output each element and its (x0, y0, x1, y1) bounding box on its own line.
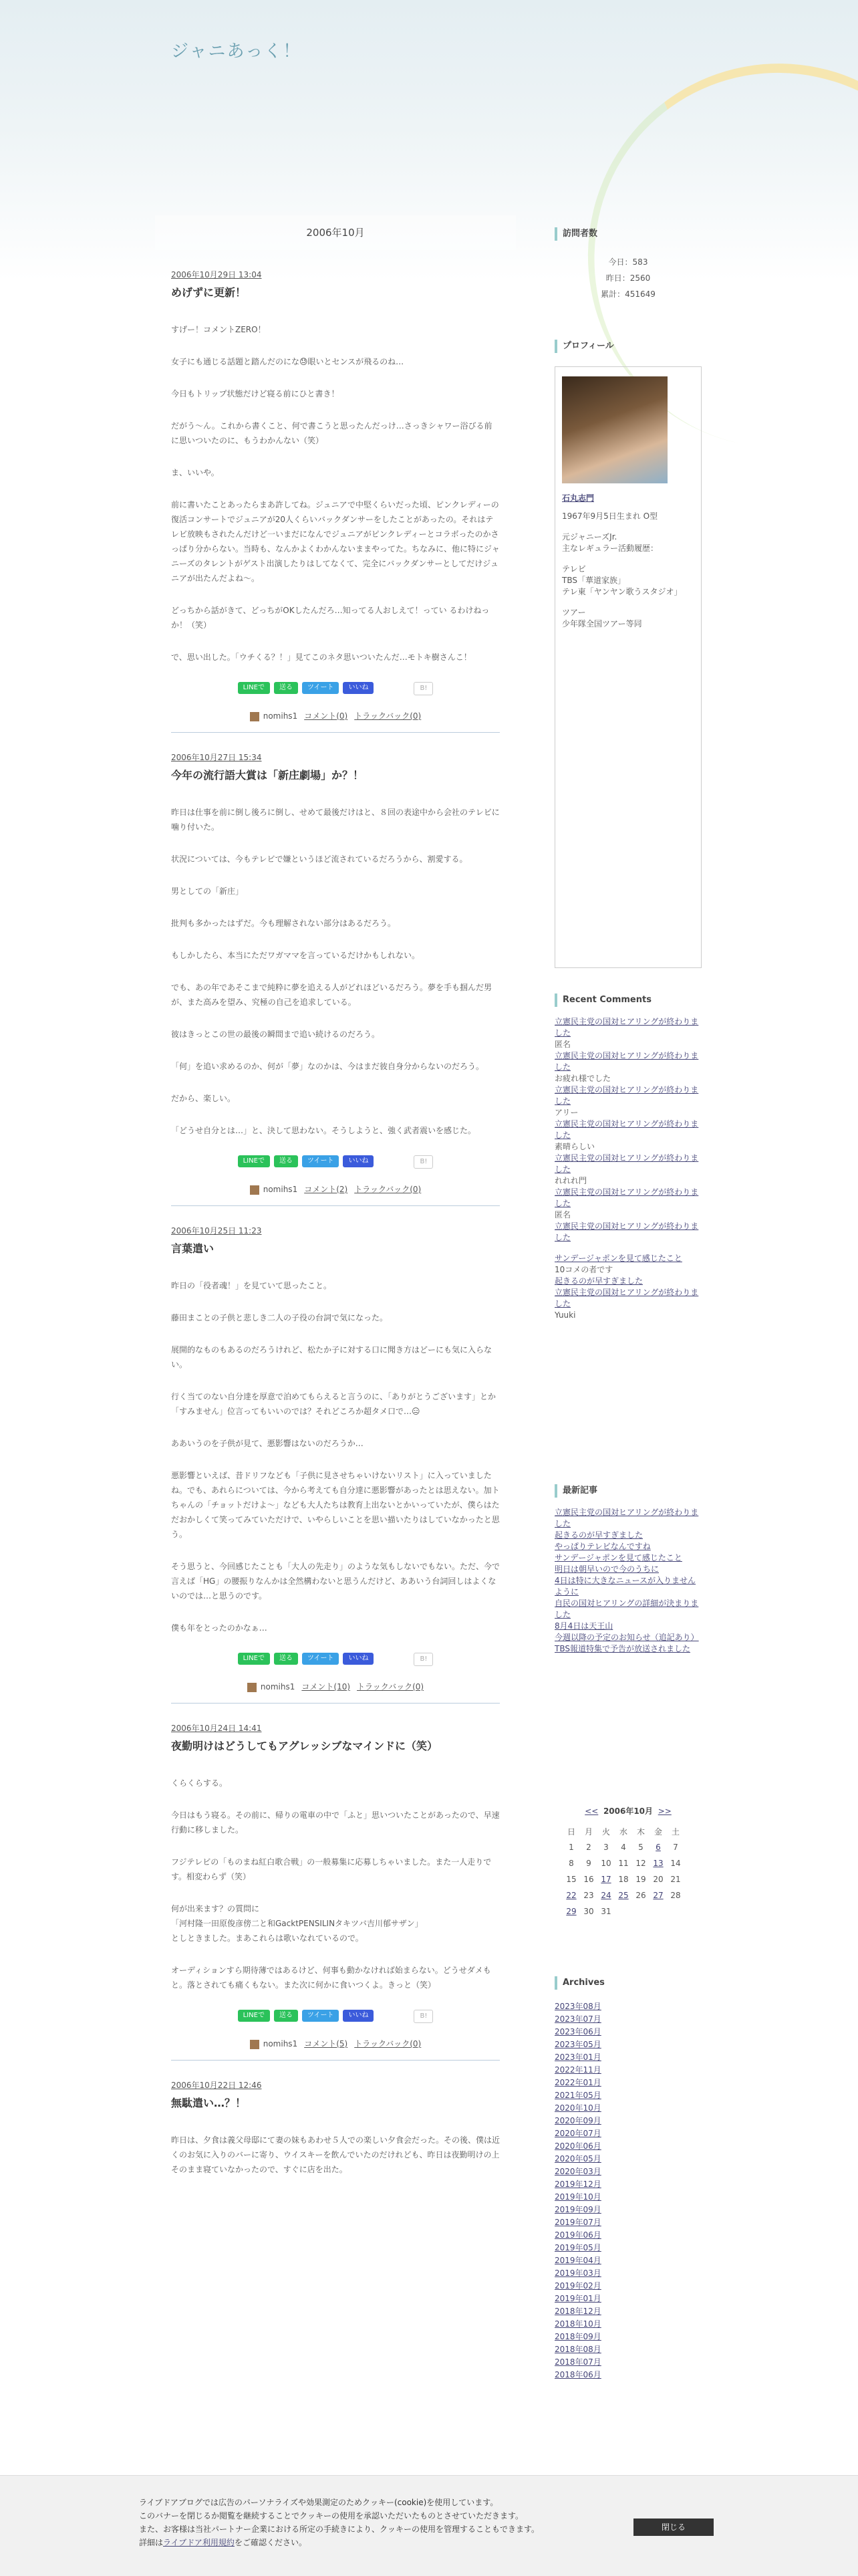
cookie-line-1: ライブドアブログでは広告のパーソナライズや効果測定のためクッキー(cookie)を使用しています。 (139, 2498, 498, 2507)
trackback-link[interactable]: トラックバック(0) (354, 1185, 422, 1194)
calendar-header (555, 1805, 702, 1817)
calendar-next[interactable]: >> (658, 1806, 672, 1816)
recent-comment-link[interactable]: 立憲民主党の国対ヒアリングが終わりました (555, 1017, 699, 1038)
calendar-day: 12 (635, 1859, 646, 1868)
author-avatar-icon (250, 2040, 259, 2049)
archive-link[interactable]: 2021年05月 (555, 2091, 601, 2100)
entry-paragraph: 悪影響といえば、昔ドリフなども「子供に見させちゃいけないリスト」に入っていましたね。でも、あれらについては、今から考えても自分達に悪影響があったとは思えない。加トちゃんの「チョットだけよ〜」なども大人たちは教育上出ないとかいっていたが、僕らはただおかしくて笑ってみていただけで、いやらしいことを思い描いたりはしていなかったと思う。 (171, 1471, 500, 1539)
entry-paragraph: だから、楽しい。 (171, 1094, 236, 1103)
line-share-button[interactable]: LINEで (238, 682, 270, 694)
cookie-line-3: また、お客様は当社パートナー企業における所定の手続きにより、クッキーの使用を管理することもできます。 (139, 2525, 540, 2534)
entry-paragraph: で、思い出した。「ウチくる？！」見てこのネタ思いついたんだ…モトキ樹さんこ！ (171, 653, 472, 662)
visitors-title: 訪問者数 (555, 227, 702, 241)
latest-article-link[interactable]: 明日は朝早いので今のうちに (555, 1564, 660, 1574)
counter-total: 累計：451649 (601, 289, 656, 299)
entry-separator (171, 1205, 500, 1206)
entry-paragraph: 昨日の「役者魂！」を見ていて思ったこと。 (171, 1281, 332, 1290)
comments-link[interactable]: コメント(2) (304, 1185, 348, 1194)
archive-link[interactable]: 2019年12月 (555, 2180, 601, 2189)
calendar-weekday: 金 (654, 1827, 662, 1837)
archive-link[interactable]: 2020年03月 (555, 2167, 601, 2176)
entry-separator (171, 732, 500, 733)
archive-link[interactable]: 2018年07月 (555, 2357, 601, 2367)
calendar-day[interactable]: 24 (601, 1891, 611, 1900)
recent-comment-link[interactable]: 起きるのが早すぎました (555, 1276, 644, 1286)
line-share-button[interactable]: LINEで (238, 1155, 270, 1167)
entry-paragraph: だがう〜ん。これから書くこと、何で書こうと思ったんだっけ…さっきシャワー浴びる前に思いついたのに、もうわかんない（笑） (171, 421, 492, 445)
recent-comment-author: 素晴らしい (555, 1142, 595, 1151)
profile-career: 元ジャニーズJr. (562, 532, 617, 542)
recent-comment-author: お疲れ様でした (555, 1074, 611, 1083)
entry-paragraph: 行く当てのない自分達を厚意で泊めてもらえると言うのに、「ありがとうございます」とか「すみません」位言ってもいいのでは？それどころか超タメ口で…😑 (171, 1392, 496, 1416)
hatena-bookmark-button[interactable]: B! (414, 2010, 433, 2023)
archive-link[interactable]: 2023年08月 (555, 2002, 601, 2011)
calendar-day[interactable]: 13 (653, 1859, 664, 1868)
entry-author: nomihs1 (260, 1682, 295, 1691)
recent-comment-link[interactable]: 立憲民主党の国対ヒアリングが終わりました (555, 1153, 699, 1174)
recent-comment-author: アリー (555, 1108, 579, 1117)
calendar-day: 28 (670, 1891, 681, 1900)
archive-link[interactable]: 2019年05月 (555, 2243, 601, 2252)
tweet-button[interactable]: ツイート (302, 1653, 339, 1665)
calendar-weekday: 火 (601, 1827, 610, 1837)
archive-link[interactable]: 2019年07月 (555, 2218, 601, 2227)
line-send-button[interactable]: 送る (274, 1653, 298, 1665)
recent-comment-author: 10コメの者です (555, 1265, 613, 1274)
author-avatar-icon (250, 712, 259, 721)
archive-link[interactable]: 2020年05月 (555, 2154, 601, 2163)
archive-link[interactable]: 2022年01月 (555, 2078, 601, 2087)
calendar-day[interactable]: 17 (601, 1875, 611, 1884)
recent-comment-link[interactable]: 立憲民主党の国対ヒアリングが終わりました (555, 1288, 699, 1308)
calendar-day: 4 (621, 1843, 626, 1852)
hatena-bookmark-button[interactable]: B! (414, 1155, 433, 1169)
calendar-day (667, 1903, 684, 1919)
counter-yesterday: 昨日：2560 (605, 273, 651, 283)
archive-link[interactable]: 2018年09月 (555, 2332, 601, 2341)
latest-article-link[interactable]: やっぱりテレビなんですね (555, 1542, 651, 1551)
archive-link[interactable]: 2023年07月 (555, 2014, 601, 2024)
entry-author: nomihs1 (263, 1185, 298, 1194)
author-avatar-icon (250, 1185, 259, 1195)
calendar-weekday: 日 (567, 1827, 575, 1837)
calendar-table (563, 1823, 684, 1919)
entry-paragraph: 状況については、今もテレビで嫌というほど流されているだろうから、割愛する。 (171, 854, 468, 864)
visitors-widget (555, 227, 702, 302)
calendar-day: 23 (583, 1891, 594, 1900)
recent-comment-author: 匿名 (555, 1040, 571, 1049)
archive-link[interactable]: 2019年03月 (555, 2268, 601, 2278)
blog-entry (155, 269, 516, 721)
share-buttons (171, 1653, 500, 1666)
cookie-line-4-end: をご確認ください。 (234, 2538, 307, 2547)
profile-tv-2: テレ東「ヤンヤン歌うスタジオ」 (562, 587, 682, 596)
entry-title[interactable]: 無駄遣い…？！ (171, 2097, 247, 2109)
comments-link[interactable]: コメント(0) (304, 711, 348, 721)
recent-comment-link[interactable]: 立憲民主党の国対ヒアリングが終わりました (555, 1221, 699, 1242)
entry-date[interactable]: 2006年10月24日 14:41 (171, 1724, 262, 1733)
archive-link[interactable]: 2020年09月 (555, 2116, 601, 2125)
calendar-day: 20 (653, 1875, 664, 1884)
archive-link[interactable]: 2020年07月 (555, 2129, 601, 2138)
facebook-like-button[interactable]: いいね (343, 682, 374, 694)
entry-paragraph: 今日もトリップ状態だけど寝る前にひと書き！ (171, 389, 339, 398)
tweet-button[interactable]: ツイート (302, 1155, 339, 1167)
entry-paragraph: そう思うと、今回感じたことも「大人の先走り」のような気もしないでもない。ただ、今で言えば「HG」の腰振りなんかは全然構わないと思うんだけど、ああいう台詞回しはよくないのでは…と思うのです。 (171, 1562, 500, 1601)
blog-entry (155, 1722, 516, 2049)
facebook-like-button[interactable]: いいね (343, 2010, 374, 2022)
latest-articles-list (555, 1507, 702, 1655)
entry-date[interactable]: 2006年10月27日 15:34 (171, 753, 262, 762)
entry-body (171, 2133, 500, 2177)
archive-link[interactable]: 2023年05月 (555, 2040, 601, 2049)
calendar-weekday: 水 (619, 1827, 627, 1837)
tweet-button[interactable]: ツイート (302, 2010, 339, 2022)
archive-link[interactable]: 2020年10月 (555, 2103, 601, 2113)
entry-list (155, 269, 516, 2177)
calendar-widget (555, 1798, 702, 1919)
archive-link[interactable]: 2018年12月 (555, 2307, 601, 2316)
archives-list (555, 2000, 702, 2381)
entry-paragraph: 「何」を追い求めるのか、何が「夢」なのかは、今はまだ彼自身分からないのだろう。 (171, 1062, 484, 1071)
blog-entry (155, 2079, 516, 2177)
month-header: 2006年10月 (155, 215, 516, 250)
terms-link[interactable]: ライブドア利用規約 (163, 2538, 235, 2547)
entry-paragraph: ああいうのを子供が見て、悪影響はないのだろうか… (171, 1439, 364, 1448)
trackback-link[interactable]: トラックバック(0) (357, 1682, 424, 1691)
recent-comment-link[interactable]: 立憲民主党の国対ヒアリングが終わりました (555, 1119, 699, 1140)
entry-title[interactable]: めげずに更新！ (171, 286, 247, 299)
line-send-button[interactable]: 送る (274, 682, 298, 694)
calendar-prev[interactable]: << (585, 1806, 599, 1816)
entry-paragraph: 藤田まことの子供と悲しき二人の子役の台詞で気になった。 (171, 1313, 388, 1322)
recent-comments-title: Recent Comments (555, 993, 702, 1007)
main-column (155, 215, 516, 2194)
tweet-button[interactable]: ツイート (302, 682, 339, 694)
profile-birth: 1967年9月5日生まれ O型 (562, 511, 658, 521)
hatena-bookmark-button[interactable]: B! (414, 1653, 433, 1666)
calendar-day: 8 (569, 1859, 574, 1868)
blog-entry (155, 751, 516, 1195)
latest-articles-widget (555, 1484, 702, 1655)
calendar-day (632, 1903, 650, 1919)
archive-link[interactable]: 2022年11月 (555, 2065, 601, 2075)
profile-tv-1: TBS「華道家族」 (562, 576, 625, 585)
recent-comments-widget (555, 993, 702, 1321)
profile-tour-label: ツアー (562, 608, 586, 617)
calendar-day: 19 (635, 1875, 646, 1884)
profile-title: プロフィール (555, 340, 702, 353)
calendar-day: 31 (601, 1907, 611, 1916)
line-send-button[interactable]: 送る (274, 1155, 298, 1167)
entry-meta (171, 2038, 500, 2049)
trackback-link[interactable]: トラックバック(0) (354, 2039, 422, 2048)
entry-paragraph: 「どうせ自分とは…」と、決して思わない。そうしようと、強く武者震いを感じた。 (171, 1126, 476, 1135)
archives-title: Archives (555, 1976, 702, 1990)
entry-paragraph: すげー！コメントZERO！ (171, 325, 266, 334)
entry-paragraph: でも、あの年であそこまで純粋に夢を追える人がどれほどいるだろう。夢を手も掴んだ男が、また高みを望み、究極の自己を追求している。 (171, 983, 492, 1007)
line-send-button[interactable]: 送る (274, 2010, 298, 2022)
entry-body (171, 1776, 500, 1992)
calendar-day[interactable]: 22 (566, 1891, 577, 1900)
entry-paragraph: 昨日は仕事を前に倒し後ろに倒し、せめて最後だけはと、８回の表途中から会社のテレビに噛り付いた。 (171, 808, 500, 832)
entry-paragraph: 昨日は、夕食は義父母邸にて妻の妹もあわせ５人での楽しい夕食会だった。その後、僕は近くのお気に入りのバーに寄り、ウイスキーを飲んでいたのだけれども、昨日は夜勤明けの上そのまま寝ていなかったので、すぐに店を出た。 (171, 2135, 500, 2174)
entry-paragraph: くらくらする。 (171, 1778, 228, 1788)
profile-box (555, 366, 702, 968)
recent-comment-link[interactable]: サンデージャポンを見て感じたこと (555, 1254, 682, 1263)
calendar-day: 21 (670, 1875, 681, 1884)
calendar-day: 14 (670, 1859, 681, 1868)
entry-paragraph: 女子にも通じる話題と踏んだのにな😓眼いとセンスが飛るのね… (171, 357, 404, 366)
entry-paragraph: 彼はきっとこの世の最後の瞬間まで追い続けるのだろう。 (171, 1030, 380, 1039)
entry-paragraph: オーディションすら期待薄ではあるけど、何事も動かなければ始まらない。どうせダメもと。落とされても痛くもない。また次に何かに食いつくよ。きっと（笑） (171, 1966, 491, 1990)
profile-photo[interactable] (562, 376, 668, 483)
calendar-day: 26 (635, 1891, 646, 1900)
author-avatar-icon (247, 1683, 257, 1692)
entry-separator (171, 2060, 500, 2061)
entry-body (171, 805, 500, 1138)
facebook-like-button[interactable]: いいね (343, 1155, 374, 1167)
visitor-counter (555, 254, 702, 302)
archive-link[interactable]: 2018年08月 (555, 2345, 601, 2354)
calendar-day: 18 (618, 1875, 629, 1884)
archives-widget (555, 1976, 702, 2381)
calendar-day: 11 (618, 1859, 629, 1868)
calendar-day: 3 (603, 1843, 609, 1852)
latest-article-link[interactable]: 4日は特に大きなニュースが入りませんように (555, 1576, 696, 1597)
profile-name[interactable]: 石丸志門 (562, 493, 595, 503)
counter-today: 今日：583 (608, 257, 648, 267)
entry-paragraph: 前に書いたことあったらまあ許してね。ジュニアで中堅くらいだった頃、ピンクレディーの復活コンサートでジュニアが20人くらいバックダンサーをしたことがあったの。それはテレビ放映もされたんだけど一いまだになんでジュニアがピンクレディーとコラボったのかさっぱり分からない。当時も、なんかよくわかんないままやってた。ちなみに、他に特にジャニーズのタレントがゲスト出演したりはしてなくて、完全にバックダンサーとしてだけジュニアが出たんだよね〜。 (171, 500, 500, 583)
site-title[interactable]: ジャニあっく！ (171, 41, 302, 62)
line-share-button[interactable]: LINEで (238, 2010, 270, 2022)
profile-tour: 少年隊全国ツアー等同 (562, 619, 642, 628)
cookie-close-button[interactable]: 閉じる (633, 2519, 714, 2536)
trackback-link[interactable]: トラックバック(0) (354, 711, 422, 721)
archive-link[interactable]: 2020年06月 (555, 2141, 601, 2151)
calendar-day: 16 (583, 1875, 594, 1884)
entry-paragraph: 男としての「新庄」 (171, 887, 244, 896)
comments-link[interactable]: コメント(10) (301, 1682, 351, 1691)
calendar-day: 9 (586, 1859, 591, 1868)
blog-entry (155, 1225, 516, 1692)
line-share-button[interactable]: LINEで (238, 1653, 270, 1665)
cookie-text (139, 2496, 620, 2549)
entry-title[interactable]: 夜勤明けはどうしてもアグレッシブなマインドに（笑） (171, 1740, 438, 1752)
entry-paragraph: 今日はもう寝る。その前に、帰りの電車の中で「ふと」思いついたことがあったので、早速行動に移しました。 (171, 1810, 500, 1835)
archive-link[interactable]: 2019年02月 (555, 2281, 601, 2291)
share-buttons (171, 2010, 500, 2023)
calendar-day: 10 (601, 1859, 611, 1868)
entry-author: nomihs1 (263, 2039, 298, 2048)
recent-comment-link[interactable]: 立憲民主党の国対ヒアリングが終わりました (555, 1085, 699, 1106)
entry-paragraph: ま、いいや。 (171, 468, 219, 477)
entry-paragraph: どっちから話がきて、どっちがOKしたんだろ…知ってる人おしえて！ってい るわけねっか！（笑） (171, 606, 490, 630)
latest-article-link[interactable]: 立憲民主党の国対ヒアリングが終わりました (555, 1508, 699, 1528)
facebook-like-button[interactable]: いいね (343, 1653, 374, 1665)
entry-paragraph: もしかしたら、本当にただワガママを言っているだけかもしれない。 (171, 951, 420, 960)
entry-title[interactable]: 今年の流行語大賞は「新庄劇場」か？！ (171, 769, 364, 782)
entry-meta (171, 1681, 500, 1692)
entry-paragraph: 僕も年をとったのかなぁ… (171, 1623, 267, 1633)
entry-paragraph: 展開的なものもあるのだろうけれど、松たか子に対する口に聞き方はどーにも気に入らない。 (171, 1345, 492, 1369)
entry-paragraph: フジテレビの「ものまね紅白歌合戦」の一般募集に応募しちゃいました。また一人走りです。相変わらず（笑） (171, 1857, 492, 1881)
calendar-day[interactable]: 27 (653, 1891, 664, 1900)
recent-comment-link[interactable]: 立憲民主党の国対ヒアリングが終わりました (555, 1187, 699, 1208)
calendar-weekday: 土 (671, 1827, 680, 1837)
archive-link[interactable]: 2019年04月 (555, 2256, 601, 2265)
calendar-day: 15 (566, 1875, 577, 1884)
archive-link[interactable]: 2018年10月 (555, 2319, 601, 2329)
entry-meta (171, 1183, 500, 1195)
entry-paragraph: 批判も多かったはずだ。今も理解されない部分はあるだろう。 (171, 919, 396, 928)
entry-paragraph: 何が出来ます？の質問に 「河村隆一田原俊彦傍二と和GacktPENSILINタキツバ吉川郁サザン」 としときました。まあこれらは歌いなれているので。 (171, 1904, 423, 1943)
entry-date[interactable]: 2006年10月29日 13:04 (171, 270, 262, 279)
calendar-day[interactable]: 29 (566, 1907, 577, 1916)
archive-link[interactable]: 2023年06月 (555, 2027, 601, 2036)
calendar-day[interactable]: 6 (656, 1843, 661, 1852)
archive-link[interactable]: 2019年06月 (555, 2230, 601, 2240)
cookie-line-2: このバナーを閉じるか閲覧を継続することでクッキーの使用を承認いただいたものとさせていただきます。 (139, 2511, 524, 2521)
latest-articles-title: 最新記事 (555, 1484, 702, 1498)
calendar-day: 7 (673, 1843, 678, 1852)
calendar-day: 30 (583, 1907, 594, 1916)
entry-body (171, 322, 500, 665)
entry-title[interactable]: 言葉遣い (171, 1242, 214, 1255)
recent-comment-author: れれれ門 (555, 1176, 587, 1185)
calendar-day: 2 (586, 1843, 591, 1852)
entry-body (171, 1278, 500, 1635)
calendar-month: 2006年10月 (603, 1806, 654, 1816)
calendar-day[interactable]: 25 (618, 1891, 629, 1900)
comments-link[interactable]: コメント(5) (304, 2039, 348, 2048)
recent-comment-link[interactable]: 立憲民主党の国対ヒアリングが終わりました (555, 1051, 699, 1072)
cookie-banner (0, 2475, 858, 2576)
entry-author: nomihs1 (263, 711, 298, 721)
recent-comment-author: Yuuki (555, 1310, 576, 1320)
calendar-weekday: 月 (584, 1827, 593, 1837)
entry-separator (171, 1703, 500, 1704)
archive-link[interactable]: 2023年01月 (555, 2053, 601, 2062)
calendar-day (650, 1903, 667, 1919)
entry-date[interactable]: 2006年10月22日 12:46 (171, 2081, 262, 2090)
profile-widget (555, 340, 702, 968)
calendar-day: 1 (569, 1843, 574, 1852)
entry-meta (171, 710, 500, 721)
recent-comments-list (555, 1016, 702, 1321)
recent-comment-author: 匿名 (555, 1210, 571, 1219)
calendar-day: 5 (638, 1843, 644, 1852)
share-buttons (171, 682, 500, 695)
archive-link[interactable]: 2019年09月 (555, 2205, 601, 2214)
latest-article-link[interactable]: TBS報道特集で予告が放送されました (555, 1644, 690, 1653)
share-buttons (171, 1155, 500, 1169)
latest-article-link[interactable]: 起きるのが早すぎました (555, 1530, 644, 1540)
archive-link[interactable]: 2018年06月 (555, 2370, 601, 2379)
entry-date[interactable]: 2006年10月25日 11:23 (171, 1226, 262, 1236)
profile-career-label: 主なレギュラー活動履歴： (562, 544, 659, 553)
profile-tv-label: テレビ (562, 564, 586, 574)
calendar-weekday: 木 (636, 1827, 645, 1837)
archive-link[interactable]: 2019年10月 (555, 2192, 601, 2202)
archive-link[interactable]: 2019年01月 (555, 2294, 601, 2303)
latest-article-link[interactable]: サンデージャポンを見て感じたこと (555, 1553, 682, 1562)
latest-article-link[interactable]: 自民の国対ヒアリングの詳細が決まりました (555, 1599, 699, 1619)
calendar-day (615, 1903, 632, 1919)
latest-article-link[interactable]: 今週以降の予定のお知らせ（追記あり） (555, 1633, 699, 1642)
cookie-line-4: 詳細は (139, 2538, 164, 2547)
latest-article-link[interactable]: 8月4日は天王山 (555, 1621, 613, 1631)
hatena-bookmark-button[interactable]: B! (414, 682, 433, 695)
